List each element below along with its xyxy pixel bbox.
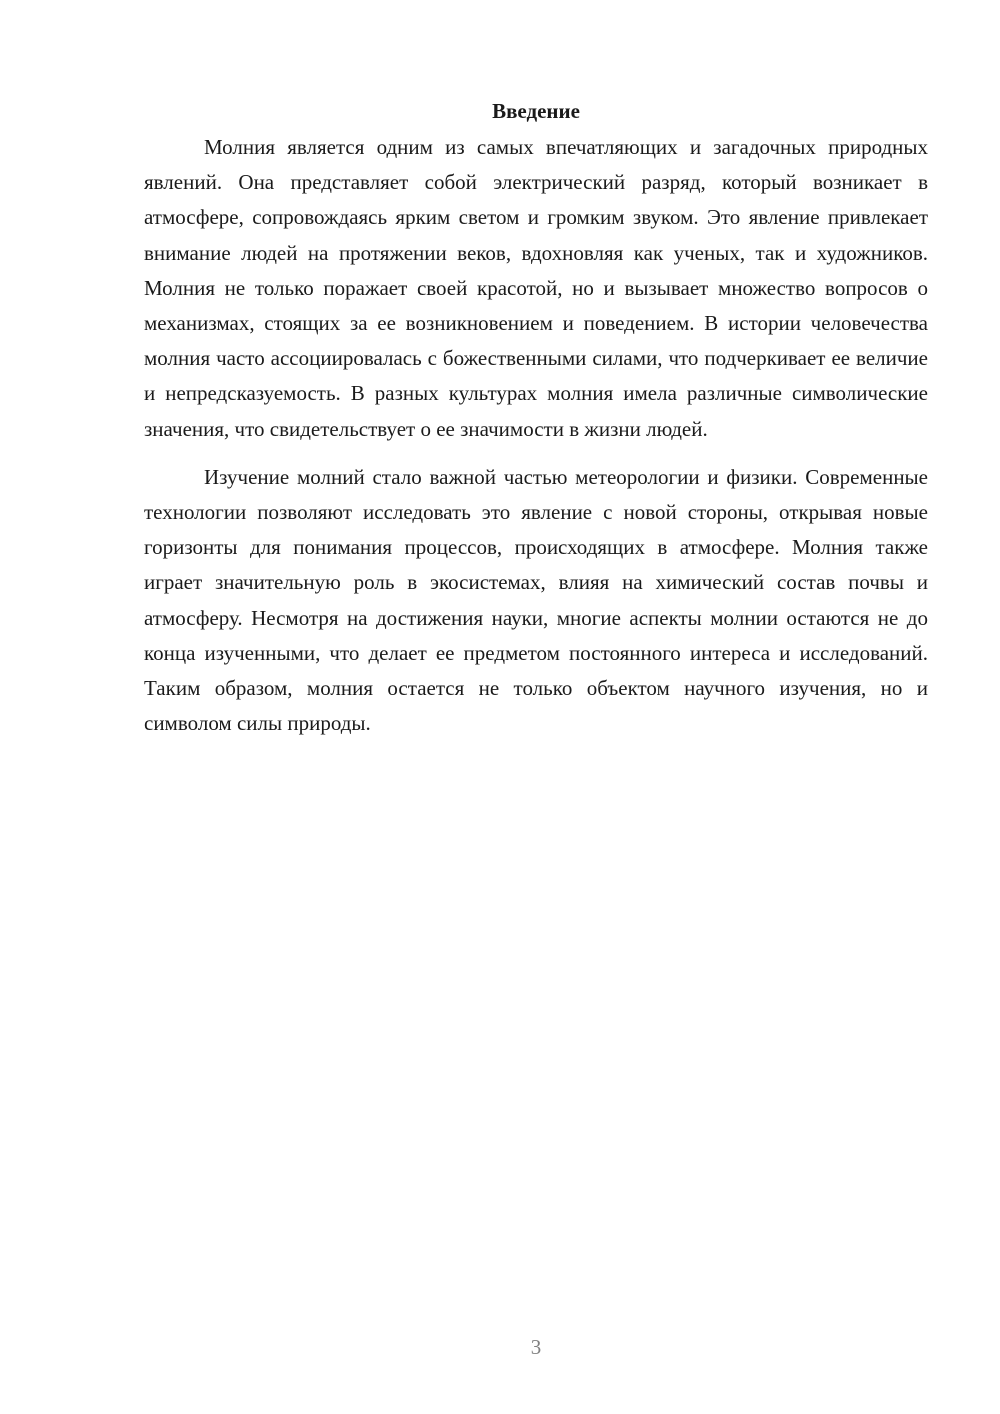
paragraph-1: Молния является одним из самых впечатляющих и загадочных природных явлений. Она представляет собой электрический разряд, который возникает в атмосфере, сопровождаясь ярким светом и громким звуком. Это явление привлекает внимание людей на протяжении веков, вдохновляя как ученых, так и художников. Молния не только поражает своей красотой, но и вызывает множество вопросов о механизмах, стоящих за ее возникновением и поведением. В истории человечества молния часто ассоциировалась с божественными силами, что подчеркивает ее величие и непредсказуемость. В разных культурах молния имела различные символические значения, что свидетельствует о ее значимости в жизни людей. — [144, 135, 928, 441]
paragraph-2: Изучение молний стало важной частью метеорологии и физики. Современные технологии позволяют исследовать это явление с новой стороны, открывая новые горизонты для понимания процессов, происходящих в атмосфере. Молния также играет значительную роль в экосистемах, влияя на химический состав почвы и атмосферу. Несмотря на достижения науки, многие аспекты молнии остаются не до конца изученными, что делает ее предметом постоянного интереса и исследований. Таким образом, молния остается не только объектом научного изучения, но и символом силы природы. — [144, 464, 928, 736]
page-number: 3 — [530, 1335, 542, 1359]
section-heading: Введение — [492, 99, 580, 123]
page-content — [144, 96, 928, 741]
